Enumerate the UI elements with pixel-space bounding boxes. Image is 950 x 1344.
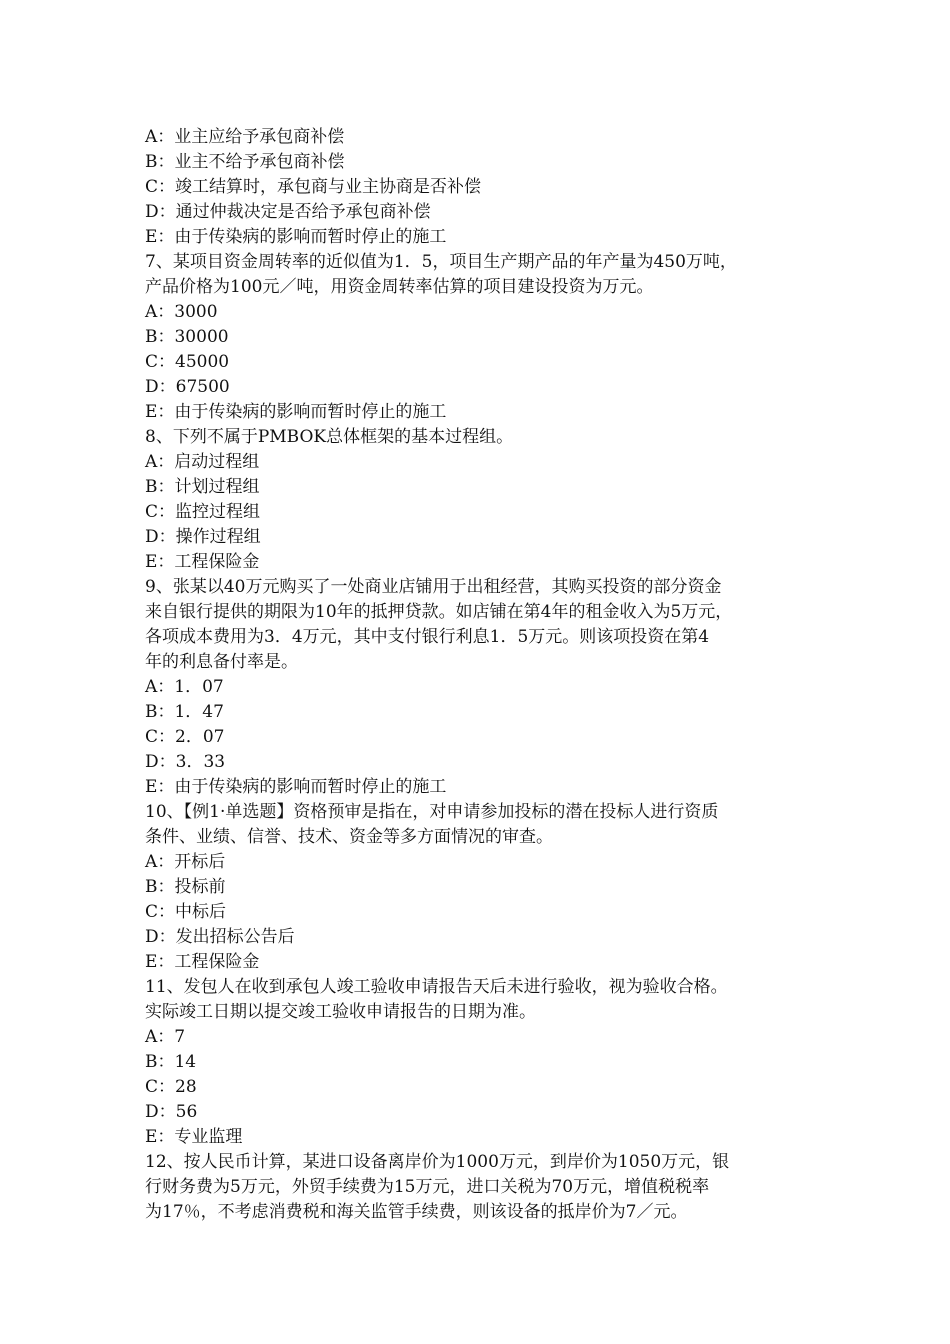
text-line: C：中标后 [145,902,227,922]
text-line: 年的利息备付率是。 [145,652,298,672]
text-line: 9、张某以40万元购买了一处商业店铺用于出租经营，其购买投资的部分资金 [145,577,722,597]
text-line: 10、【例1·单选题】资格预审是指在，对申请参加投标的潜在投标人进行资质 [145,802,719,822]
text-line: A：业主应给予承包商补偿 [145,127,345,147]
text-line: B：计划过程组 [145,477,260,497]
text-line: C：监控过程组 [145,502,261,522]
text-line: E：工程保险金 [145,952,260,972]
text-line: 11、发包人在收到承包人竣工验收申请报告天后未进行验收，视为验收合格。 [145,977,728,997]
text-line: C：45000 [145,352,230,372]
text-line: A：3000 [145,302,218,322]
text-line: B：14 [145,1052,197,1072]
text-line: A：开标后 [145,852,226,872]
text-line: A：启动过程组 [145,452,260,472]
text-line: D：3．33 [145,752,226,772]
text-line: 为17％，不考虑消费税和海关监管手续费，则该设备的抵岸价为7／元。 [145,1202,688,1222]
text-line: D：发出招标公告后 [145,927,295,947]
text-line: E：工程保险金 [145,552,260,572]
text-line: D：操作过程组 [145,527,261,547]
text-line: B：投标前 [145,877,226,897]
text-line: 产品价格为100元／吨，用资金周转率估算的项目建设投资为万元。 [145,277,654,297]
text-line: 12、按人民币计算，某进口设备离岸价为1000万元，到岸价为1050万元，银 [145,1152,730,1172]
text-line: C：2．07 [145,727,225,747]
text-line: 7、某项目资金周转率的近似值为1．5，项目生产期产品的年产量为450万吨， [145,252,737,272]
text-line: 条件、业绩、信誉、技术、资金等多方面情况的审查。 [145,827,553,847]
text-line: A：7 [145,1027,186,1047]
text-line: 8、下列不属于PMBOK总体框架的基本过程组。 [145,427,514,447]
text-line: A：1．07 [145,677,224,697]
text-line: 各项成本费用为3．4万元，其中支付银行利息1．5万元。则该项投资在第4 [145,627,710,647]
text-line: B：30000 [145,327,229,347]
text-line: D：67500 [145,377,230,397]
text-line: 行财务费为5万元，外贸手续费为15万元，进口关税为70万元，增值税税率 [145,1177,710,1197]
text-line: 来自银行提供的期限为10年的抵押贷款。如店铺在第4年的租金收入为5万元， [145,602,733,622]
text-line: E：由于传染病的影响而暂时停止的施工 [145,402,447,422]
text-line: C：竣工结算时，承包商与业主协商是否补偿 [145,177,482,197]
text-line: B：1．47 [145,702,224,722]
document-body [145,125,815,1225]
text-line: D：56 [145,1102,198,1122]
text-line: B：业主不给予承包商补偿 [145,152,345,172]
text-line: D：通过仲裁决定是否给予承包商补偿 [145,202,431,222]
text-line: E：由于传染病的影响而暂时停止的施工 [145,227,447,247]
text-line: E：由于传染病的影响而暂时停止的施工 [145,777,447,797]
text-line: E：专业监理 [145,1127,243,1147]
text-line: C：28 [145,1077,197,1097]
text-line: 实际竣工日期以提交竣工验收申请报告的日期为准。 [145,1002,536,1022]
